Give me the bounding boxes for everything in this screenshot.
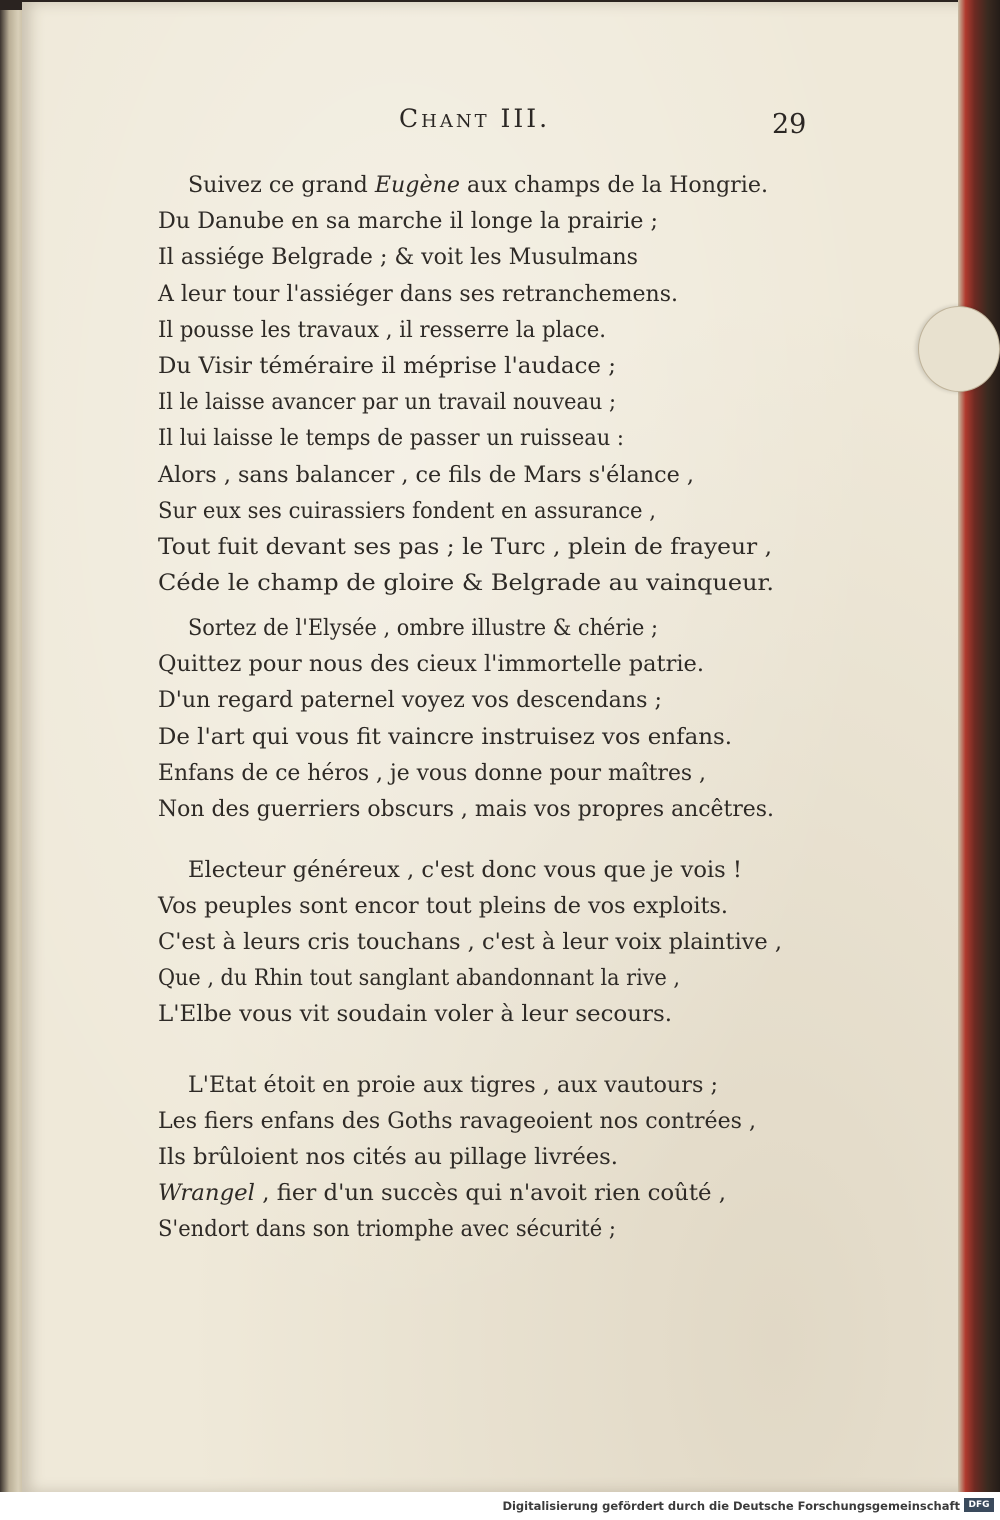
verse-line <box>158 1218 1000 1241</box>
verse-segment: Quittez pour nous des cieux l'immortelle patrie. <box>158 651 704 678</box>
verse-segment: Suivez ce grand <box>188 172 375 198</box>
verse-line <box>158 497 1000 524</box>
verse-line <box>158 246 1000 269</box>
verse-segment: Sortez de l'Elysée , ombre illustre & chérie ; <box>188 615 658 641</box>
verse-line <box>158 316 1000 343</box>
verse-segment: De l'art qui vous fit vaincre instruisez vos enfans. <box>158 723 732 750</box>
verse-segment: Il lui laisse le temps de passer un ruisseau : <box>158 425 624 452</box>
verse-segment: Céde le champ de gloire & Belgrade au vainqueur. <box>158 570 774 597</box>
verse-segment: Tout fuit devant ses pas ; le Turc , plein de frayeur , <box>158 534 772 560</box>
verse-segment: Il assiége Belgrade ; & voit les Musulmans <box>158 244 638 271</box>
verse-segment: Enfans de ce héros , je vous donne pour maîtres , <box>158 759 706 786</box>
verse-line <box>158 759 1000 786</box>
verse-line <box>158 931 1000 954</box>
verse-line <box>158 653 1000 676</box>
verse-line <box>158 798 1000 821</box>
verse-segment: Alors , sans balancer , ce fils de Mars s'élance , <box>158 461 694 488</box>
verse-line <box>158 210 1000 233</box>
book-page <box>22 2 966 1492</box>
dfg-logo-icon: DFG <box>964 1498 994 1512</box>
verse-line <box>158 461 1000 488</box>
page-stack-edge <box>958 0 1000 1492</box>
verse-line <box>158 1182 1000 1205</box>
verse-line <box>158 572 1000 595</box>
verse-segment: Eugène <box>374 172 460 198</box>
verse-segment: C'est à leurs cris touchans , c'est à leur voix plaintive , <box>158 929 782 955</box>
running-title: Chant III. <box>399 104 551 133</box>
verse-segment: Il pousse les travaux , il resserre la place. <box>158 316 606 343</box>
verse-segment: Electeur généreux , c'est donc vous que je vois ! <box>188 857 742 883</box>
verse-segment: Sur eux ses cuirassiers fondent en assurance , <box>158 497 656 524</box>
page-tab-marker <box>918 306 1000 392</box>
verse-line <box>158 723 1000 750</box>
verse-line <box>158 1110 1000 1133</box>
verse-segment: A leur tour l'assiéger dans ses retranchemens. <box>158 280 678 307</box>
funding-credit: Digitalisierung gefördert durch die Deutsche Forschungsgemeinschaft <box>502 1499 960 1513</box>
verse-segment: L'Elbe vous vit soudain voler à leur secours. <box>158 1001 672 1027</box>
verse-segment: D'un regard paternel voyez vos descendans ; <box>158 687 662 714</box>
digitization-footer <box>0 1492 1000 1520</box>
verse-segment: Ils brûloient nos cités au pillage livrées. <box>158 1144 618 1170</box>
verse-segment: , fier d'un succès qui n'avoit rien coûté , <box>254 1180 726 1206</box>
verse-line <box>158 280 1000 307</box>
verse-segment: Que , du Rhin tout sanglant abandonnant la rive , <box>158 965 680 991</box>
verse-line <box>158 967 1000 990</box>
verse-line <box>188 174 1000 197</box>
verse-segment: S'endort dans son triomphe avec sécurité ; <box>158 1216 616 1242</box>
verse-segment: Du Visir téméraire il méprise l'audace ; <box>158 353 616 379</box>
verse-line <box>158 355 1000 378</box>
verse-line <box>158 689 1000 712</box>
verse-line <box>188 859 1000 882</box>
verse-line <box>158 1003 1000 1026</box>
verse-segment: Du Danube en sa marche il longe la prairie ; <box>158 208 658 235</box>
page-number: 29 <box>772 109 807 140</box>
verse-line <box>158 895 1000 918</box>
verse-segment: aux champs de la Hongrie. <box>459 172 768 198</box>
verse-line <box>188 617 1000 640</box>
verse-line <box>158 536 1000 559</box>
verse-segment: L'Etat étoit en proie aux tigres , aux vautours ; <box>188 1072 718 1098</box>
verse-line <box>158 427 1000 450</box>
verse-segment: Non des guerriers obscurs , mais vos propres ancêtres. <box>158 796 774 822</box>
verse-segment: Les fiers enfans des Goths ravageoient nos contrées , <box>158 1108 756 1134</box>
verse-segment: Wrangel <box>158 1180 255 1206</box>
verse-segment: Vos peuples sont encor tout pleins de vos exploits. <box>158 893 728 919</box>
verse-line <box>188 1074 1000 1097</box>
verse-line <box>158 391 1000 414</box>
verse-segment: Il le laisse avancer par un travail nouveau ; <box>158 389 616 416</box>
verse-line <box>158 1146 1000 1169</box>
